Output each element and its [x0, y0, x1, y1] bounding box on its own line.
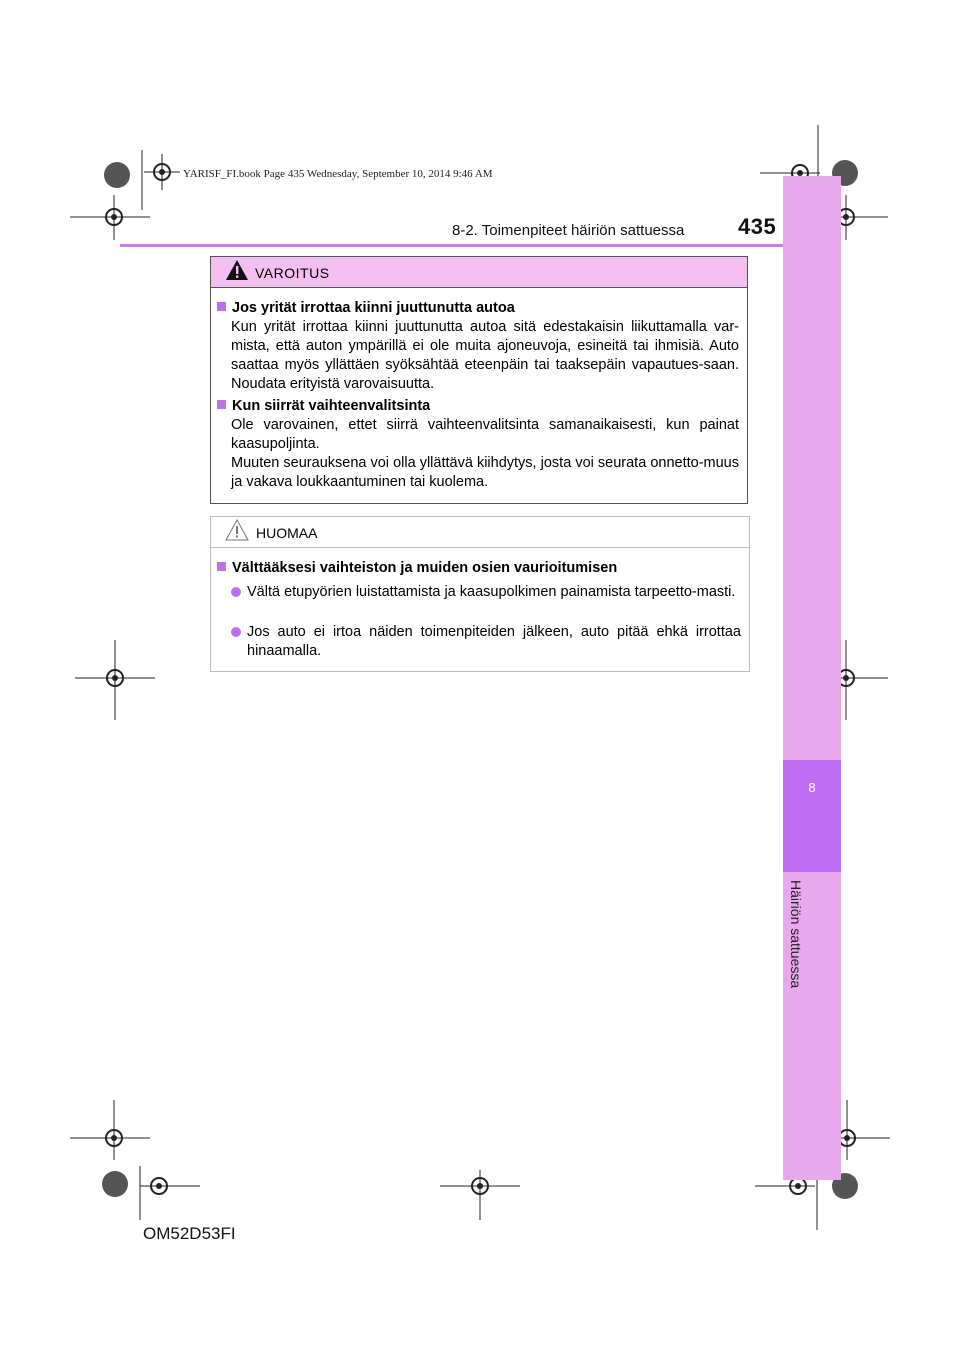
notice-label: HUOMAA	[256, 525, 318, 541]
notice-bullet	[231, 583, 741, 602]
circle-bullet-icon	[231, 587, 241, 597]
warning-item-text: Kun yrität irrottaa kiinni juuttunutta autoa sitä edestakaisin liikuttamalla var-mista, että auton ympärillä ei ole muita ajoneuvoja, esineitä tai ihmisiä. Auto saattaa myös yllättäen syöksähtää eteenpäin tai taaksepäin vapautues-saan. Noudata erityistä varovaisuutta.	[231, 319, 739, 392]
square-bullet-icon	[217, 400, 226, 409]
notice-bullet-text: Jos auto ei irtoa näiden toimenpiteiden jälkeen, auto pitää ehkä irrottaa hinaamalla.	[247, 624, 741, 659]
crop-mark-left-upper	[70, 195, 150, 240]
chapter-number: 8	[808, 780, 816, 795]
warning-label: VAROITUS	[255, 265, 330, 281]
side-tab-strip	[783, 176, 841, 1180]
manual-code: OM52D53FI	[143, 1224, 236, 1243]
warning-triangle-icon	[225, 259, 249, 286]
notice-item-title: Välttääksesi vaihteiston ja muiden osien vaurioitumisen	[232, 560, 618, 576]
warning-item	[217, 397, 739, 492]
warning-box	[210, 256, 748, 504]
page-number: 435	[738, 214, 777, 239]
square-bullet-icon	[217, 302, 226, 311]
warning-header	[211, 257, 747, 288]
header-rule	[120, 244, 840, 247]
crop-mark-bottom-center	[440, 1170, 520, 1220]
square-bullet-icon	[217, 562, 226, 571]
book-file-line: YARISF_FI.book Page 435 Wednesday, September 10, 2014 9:46 AM	[183, 168, 493, 180]
notice-bullet-text: Vältä etupyörien luistattamista ja kaasupolkimen painamista tarpeetto-masti.	[247, 584, 736, 600]
notice-item	[217, 559, 741, 578]
warning-item-text: Ole varovainen, ettet siirrä vaihteenvalitsinta samanaikaisesti, kun painat kaasupoljinta.	[231, 417, 739, 452]
crop-mark-left-middle	[75, 640, 155, 720]
warning-item-text: Muuten seurauksena voi olla yllättävä kiihdytys, josta voi seurata onnetto-muus ja vakava loukkaantuminen tai kuolema.	[231, 455, 739, 490]
notice-header	[211, 517, 749, 548]
warning-item	[217, 299, 739, 394]
notice-box	[210, 516, 750, 672]
circle-bullet-icon	[231, 627, 241, 637]
notice-triangle-icon	[225, 519, 249, 546]
warning-item-title: Kun siirrät vaihteenvalitsinta	[232, 398, 431, 414]
chapter-label-container	[783, 880, 841, 1000]
section-title: 8-2. Toimenpiteet häiriön sattuessa	[452, 222, 685, 239]
notice-bullet	[231, 623, 741, 661]
warning-item-title: Jos yrität irrottaa kiinni juuttunutta autoa	[232, 300, 515, 316]
chapter-tab	[783, 760, 841, 872]
crop-mark-bottom-left	[70, 1100, 210, 1220]
chapter-label: Häiriön sattuessa	[788, 880, 804, 989]
